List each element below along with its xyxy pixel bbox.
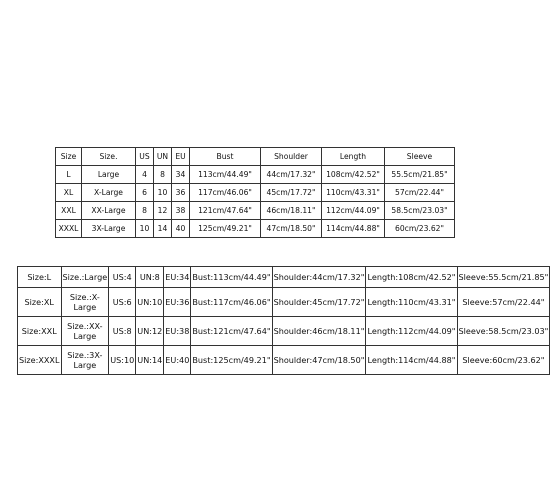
header-cell-size: Size xyxy=(56,148,82,166)
table-cell: L xyxy=(56,166,82,184)
header-cell-sleeve: Sleeve xyxy=(385,148,455,166)
table-cell: Length:108cm/42.52" xyxy=(366,267,457,288)
table-cell: UN:12 xyxy=(136,317,164,346)
size-chart-labeled-table xyxy=(17,266,550,375)
table-cell: 36 xyxy=(172,184,190,202)
table-cell: 46cm/18.11" xyxy=(261,202,322,220)
table-cell: 8 xyxy=(136,202,154,220)
table-cell: Bust:113cm/44.49" xyxy=(191,267,272,288)
table-cell: 47cm/18.50" xyxy=(261,220,322,238)
table-cell: Sleeve:60cm/23.62" xyxy=(457,346,550,375)
table-cell: 57cm/22.44" xyxy=(385,184,455,202)
table-cell: Sleeve:57cm/22.44" xyxy=(457,288,550,317)
table-cell: 10 xyxy=(136,220,154,238)
table-cell: 40 xyxy=(172,220,190,238)
table-cell: 12 xyxy=(154,202,172,220)
table-cell: XXL xyxy=(56,202,82,220)
table-cell: Size:L xyxy=(18,267,62,288)
table-row xyxy=(56,202,455,220)
table-cell: Length:112cm/44.09" xyxy=(366,317,457,346)
header-cell-eu: EU xyxy=(172,148,190,166)
table-cell: US:10 xyxy=(109,346,136,375)
table-cell: 112cm/44.09" xyxy=(322,202,385,220)
table-row xyxy=(18,267,550,288)
table-cell: Length:114cm/44.88" xyxy=(366,346,457,375)
table-cell: Large xyxy=(82,166,136,184)
table-cell: Bust:117cm/46.06" xyxy=(191,288,272,317)
table-cell: XL xyxy=(56,184,82,202)
table-cell: XXXL xyxy=(56,220,82,238)
table-cell: UN:14 xyxy=(136,346,164,375)
table-cell: 38 xyxy=(172,202,190,220)
table-row xyxy=(56,166,455,184)
table-cell: X-Large xyxy=(82,184,136,202)
table-cell: Size:XL xyxy=(18,288,62,317)
table-cell: UN:8 xyxy=(136,267,164,288)
table-cell: US:8 xyxy=(109,317,136,346)
table-cell: Bust:121cm/47.64" xyxy=(191,317,272,346)
table-cell: Size.:Large xyxy=(61,267,109,288)
header-cell-un: UN xyxy=(154,148,172,166)
table-cell: 60cm/23.62" xyxy=(385,220,455,238)
table-cell: 114cm/44.88" xyxy=(322,220,385,238)
table-cell: Size:XXL xyxy=(18,317,62,346)
table-cell: 45cm/17.72" xyxy=(261,184,322,202)
table-header-row xyxy=(56,148,455,166)
table-cell: Size.:3X-Large xyxy=(61,346,109,375)
table-cell: EU:34 xyxy=(164,267,191,288)
table-cell: Shoulder:46cm/18.11" xyxy=(272,317,366,346)
table-cell: Size.:X-Large xyxy=(61,288,109,317)
table-cell: Shoulder:44cm/17.32" xyxy=(272,267,366,288)
table-row xyxy=(18,317,550,346)
table-cell: 117cm/46.06" xyxy=(190,184,261,202)
table-cell: 4 xyxy=(136,166,154,184)
table-cell: 8 xyxy=(154,166,172,184)
table-cell: EU:36 xyxy=(164,288,191,317)
table-cell: Sleeve:55.5cm/21.85" xyxy=(457,267,550,288)
table-cell: 110cm/43.31" xyxy=(322,184,385,202)
table-cell: US:4 xyxy=(109,267,136,288)
table-cell: Shoulder:45cm/17.72" xyxy=(272,288,366,317)
table-cell: 44cm/17.32" xyxy=(261,166,322,184)
table-cell: Length:110cm/43.31" xyxy=(366,288,457,317)
table-cell: EU:38 xyxy=(164,317,191,346)
table-cell: Size.:XX-Large xyxy=(61,317,109,346)
header-cell-us: US xyxy=(136,148,154,166)
header-cell-shoulder: Shoulder xyxy=(261,148,322,166)
header-cell-size-name: Size. xyxy=(82,148,136,166)
table-cell: 6 xyxy=(136,184,154,202)
table-cell: 121cm/47.64" xyxy=(190,202,261,220)
table-cell: 10 xyxy=(154,184,172,202)
table-cell: XX-Large xyxy=(82,202,136,220)
table-cell: Bust:125cm/49.21" xyxy=(191,346,272,375)
table-cell: 3X-Large xyxy=(82,220,136,238)
table-cell: UN:10 xyxy=(136,288,164,317)
table-row xyxy=(56,220,455,238)
table-row xyxy=(56,184,455,202)
header-cell-bust: Bust xyxy=(190,148,261,166)
table-cell: 108cm/42.52" xyxy=(322,166,385,184)
header-cell-length: Length xyxy=(322,148,385,166)
table-cell: 34 xyxy=(172,166,190,184)
table-cell: 125cm/49.21" xyxy=(190,220,261,238)
table-cell: 14 xyxy=(154,220,172,238)
table-cell: 55.5cm/21.85" xyxy=(385,166,455,184)
table-cell: EU:40 xyxy=(164,346,191,375)
table-cell: Shoulder:47cm/18.50" xyxy=(272,346,366,375)
table-cell: Sleeve:58.5cm/23.03" xyxy=(457,317,550,346)
size-chart-table xyxy=(55,147,455,238)
table-row xyxy=(18,346,550,375)
table-row xyxy=(18,288,550,317)
table-cell: 58.5cm/23.03" xyxy=(385,202,455,220)
table-cell: 113cm/44.49" xyxy=(190,166,261,184)
table-cell: US:6 xyxy=(109,288,136,317)
table-cell: Size:XXXL xyxy=(18,346,62,375)
